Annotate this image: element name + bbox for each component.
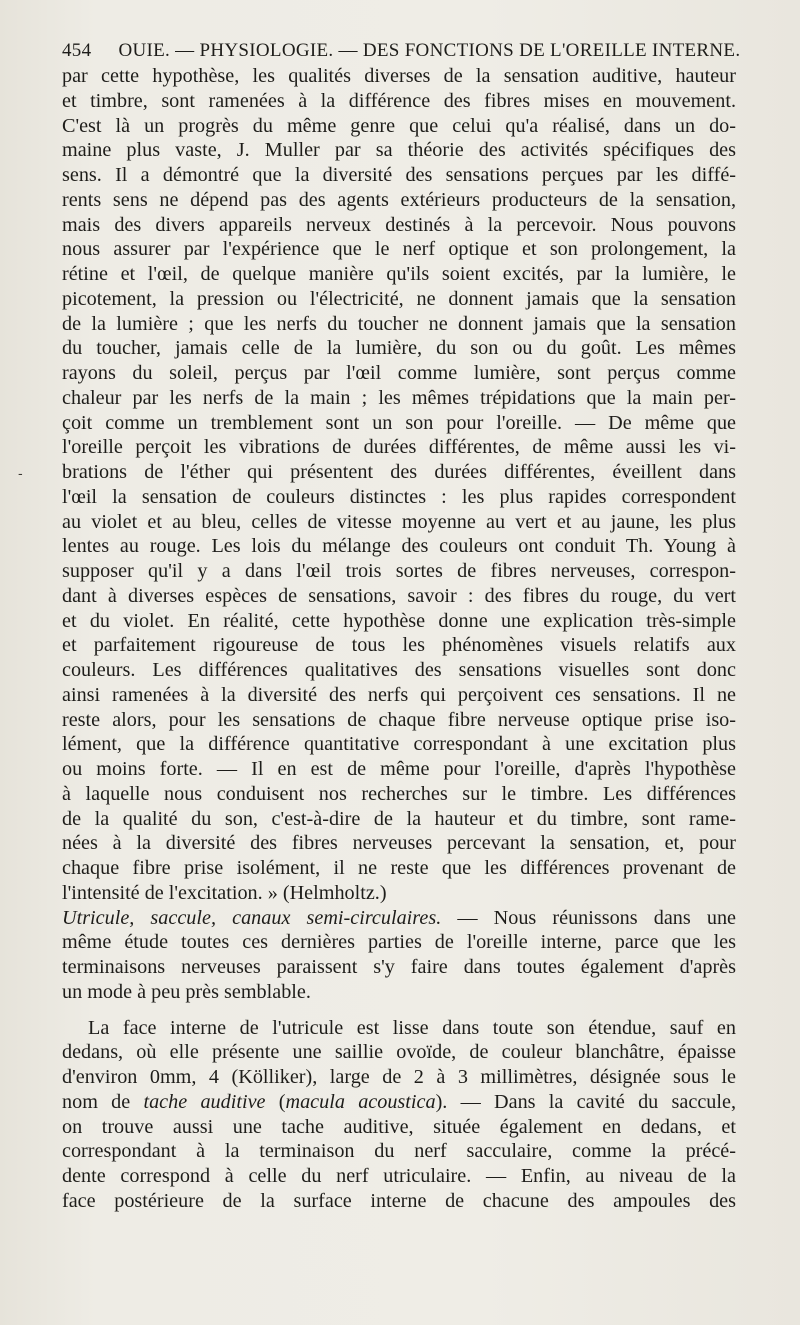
- running-title: OUIE. — PHYSIOLOGIE. — DES FONCTIONS DE L'OREILLE INTERNE.: [118, 40, 741, 61]
- text-line: l'oreille perçoit les vibrations de durées différentes, de même aussi les vi-: [62, 436, 736, 459]
- text-line: dente correspond à celle du nerf utriculaire. — Enfin, au niveau de la: [62, 1165, 736, 1187]
- text-line: lentes au rouge. Les lois du mélange des couleurs ont conduit Th. Young à: [62, 535, 736, 558]
- paragraph-utricule-heading: [62, 906, 736, 1005]
- text-line: sens. Il a démontré que la diversité des sensations perçues par les diffé-: [62, 164, 736, 186]
- text-line: rétine et l'œil, de quelque manière qu'ils soient excités, par la lumière, le: [62, 263, 736, 285]
- term-macula-acoustica: macula acoustica: [285, 1090, 436, 1113]
- text-line: au violet et au bleu, celles de vitesse moyenne au vert et au jaune, les plus: [62, 510, 736, 533]
- heading-continuation: — Nous réunissons dans une: [441, 906, 736, 929]
- text-line: un mode à peu près semblable.: [62, 980, 311, 1003]
- margin-mark: -: [18, 467, 23, 482]
- text-line: par cette hypothèse, les qualités diverses de la sensation auditive, hauteur: [62, 65, 736, 87]
- text-line: chaque fibre prise isolément, il ne reste que les différences provenant de: [62, 857, 736, 879]
- text-line: rents sens ne dépend pas des agents extérieurs producteurs de la sensation,: [62, 188, 736, 211]
- text-line: même étude toutes ces dernières parties de l'oreille interne, parce que les: [62, 931, 736, 954]
- text-line: mais des divers appareils nerveux destinés à la percevoir. Nous pouvons: [62, 213, 736, 236]
- text-line: l'œil la sensation de couleurs distinctes : les plus rapides correspondent: [62, 485, 736, 508]
- text-line: [62, 1090, 736, 1115]
- text-line: à laquelle nous conduisent nos recherches sur le timbre. Les différences: [62, 782, 736, 805]
- page-number: 454: [62, 40, 92, 61]
- text-line: et du violet. En réalité, cette hypothèse donne une explication très-simple: [62, 609, 736, 632]
- text-line: ou moins forte. — Il en est de même pour l'oreille, d'après l'hypothèse: [62, 758, 736, 780]
- text-line: correspondant à la terminaison du nerf sacculaire, comme la précé-: [62, 1140, 736, 1163]
- text-line: chaleur par les nerfs de la main ; les mêmes trépidations que la main per-: [62, 386, 736, 409]
- text-line: l'intensité de l'excitation. » (Helmholtz.): [62, 881, 387, 904]
- text-line: de la lumière ; que les nerfs du toucher ne donnent jamais que la sensation: [62, 312, 736, 335]
- text-line: lément, que la différence quantitative correspondant à une excitation plus: [62, 733, 736, 756]
- text-line: et parfaitement rigoureuse de tous les phénomènes visuels relatifs aux: [62, 634, 736, 657]
- text-line: du toucher, jamais celle de la lumière, du son ou du goût. Les mêmes: [62, 337, 736, 360]
- paragraph-gap: [62, 1005, 736, 1016]
- text-fragment: nom de: [62, 1090, 144, 1113]
- text-line: couleurs. Les différences qualitatives des sensations visuelles sont donc: [62, 659, 736, 681]
- text-line: terminaisons nerveuses paraissent s'y faire dans toutes également d'après: [62, 956, 736, 978]
- text-line: face postérieure de la surface interne de chacune des ampoules des: [62, 1189, 736, 1212]
- body-text: [62, 64, 736, 1214]
- text-line: de la qualité du son, c'est-à-dire de la hauteur et du timbre, sont rame-: [62, 807, 736, 830]
- text-line: nées à la diversité des fibres nerveuses percevant la sensation, et, pour: [62, 832, 736, 855]
- text-line: [62, 906, 736, 931]
- paragraph-tache-auditive: [62, 1016, 736, 1214]
- text-line: brations de l'éther qui présentent des durées différentes, éveillent dans: [62, 461, 736, 483]
- text-fragment: ). — Dans la cavité du saccule,: [435, 1090, 736, 1113]
- term-tache-auditive: tache auditive: [143, 1090, 266, 1113]
- text-line: d'environ 0mm, 4 (Kölliker), large de 2 à 3 millimètres, désignée sous le: [62, 1066, 736, 1088]
- text-fragment: (: [265, 1090, 286, 1113]
- text-line: dedans, où elle présente une saillie ovoïde, de couleur blanchâtre, épaisse: [62, 1041, 736, 1064]
- text-line: picotement, la pression ou l'électricité, ne donnent jamais que la sensation: [62, 287, 736, 310]
- running-header: [62, 40, 742, 66]
- text-line: ainsi ramenées à la diversité des nerfs qui perçoivent ces sensations. Il ne: [62, 683, 736, 706]
- text-line: et timbre, sont ramenées à la différence des fibres mises en mouvement.: [62, 89, 736, 112]
- paragraph-helmholtz-quote: [62, 64, 736, 906]
- text-line: rayons du soleil, perçus par l'œil comme lumière, sont perçus comme: [62, 362, 736, 384]
- text-line: dant à diverses espèces de sensations, savoir : des fibres du rouge, du vert: [62, 584, 736, 607]
- text-line: çoit comme un tremblement sont un son pour l'oreille. — De même que: [62, 411, 736, 434]
- text-line: maine plus vaste, J. Muller par sa théorie des activités spécifiques des: [62, 139, 736, 162]
- text-line: on trouve aussi une tache auditive, située également en dedans, et: [62, 1115, 736, 1138]
- text-line: C'est là un progrès du même genre que celui qu'a réalisé, dans un do-: [62, 114, 736, 137]
- text-line: reste alors, pour les sensations de chaque fibre nerveuse optique prise iso-: [62, 708, 736, 731]
- text-line: nous assurer par l'expérience que le nerf optique et son prolongement, la: [62, 238, 736, 261]
- section-heading: Utricule, saccule, canaux semi-circulaires.: [62, 906, 442, 929]
- text-line: supposer qu'il y a dans l'œil trois sortes de fibres nerveuses, correspon-: [62, 560, 736, 582]
- text-line: La face interne de l'utricule est lisse dans toute son étendue, sauf en: [88, 1016, 736, 1039]
